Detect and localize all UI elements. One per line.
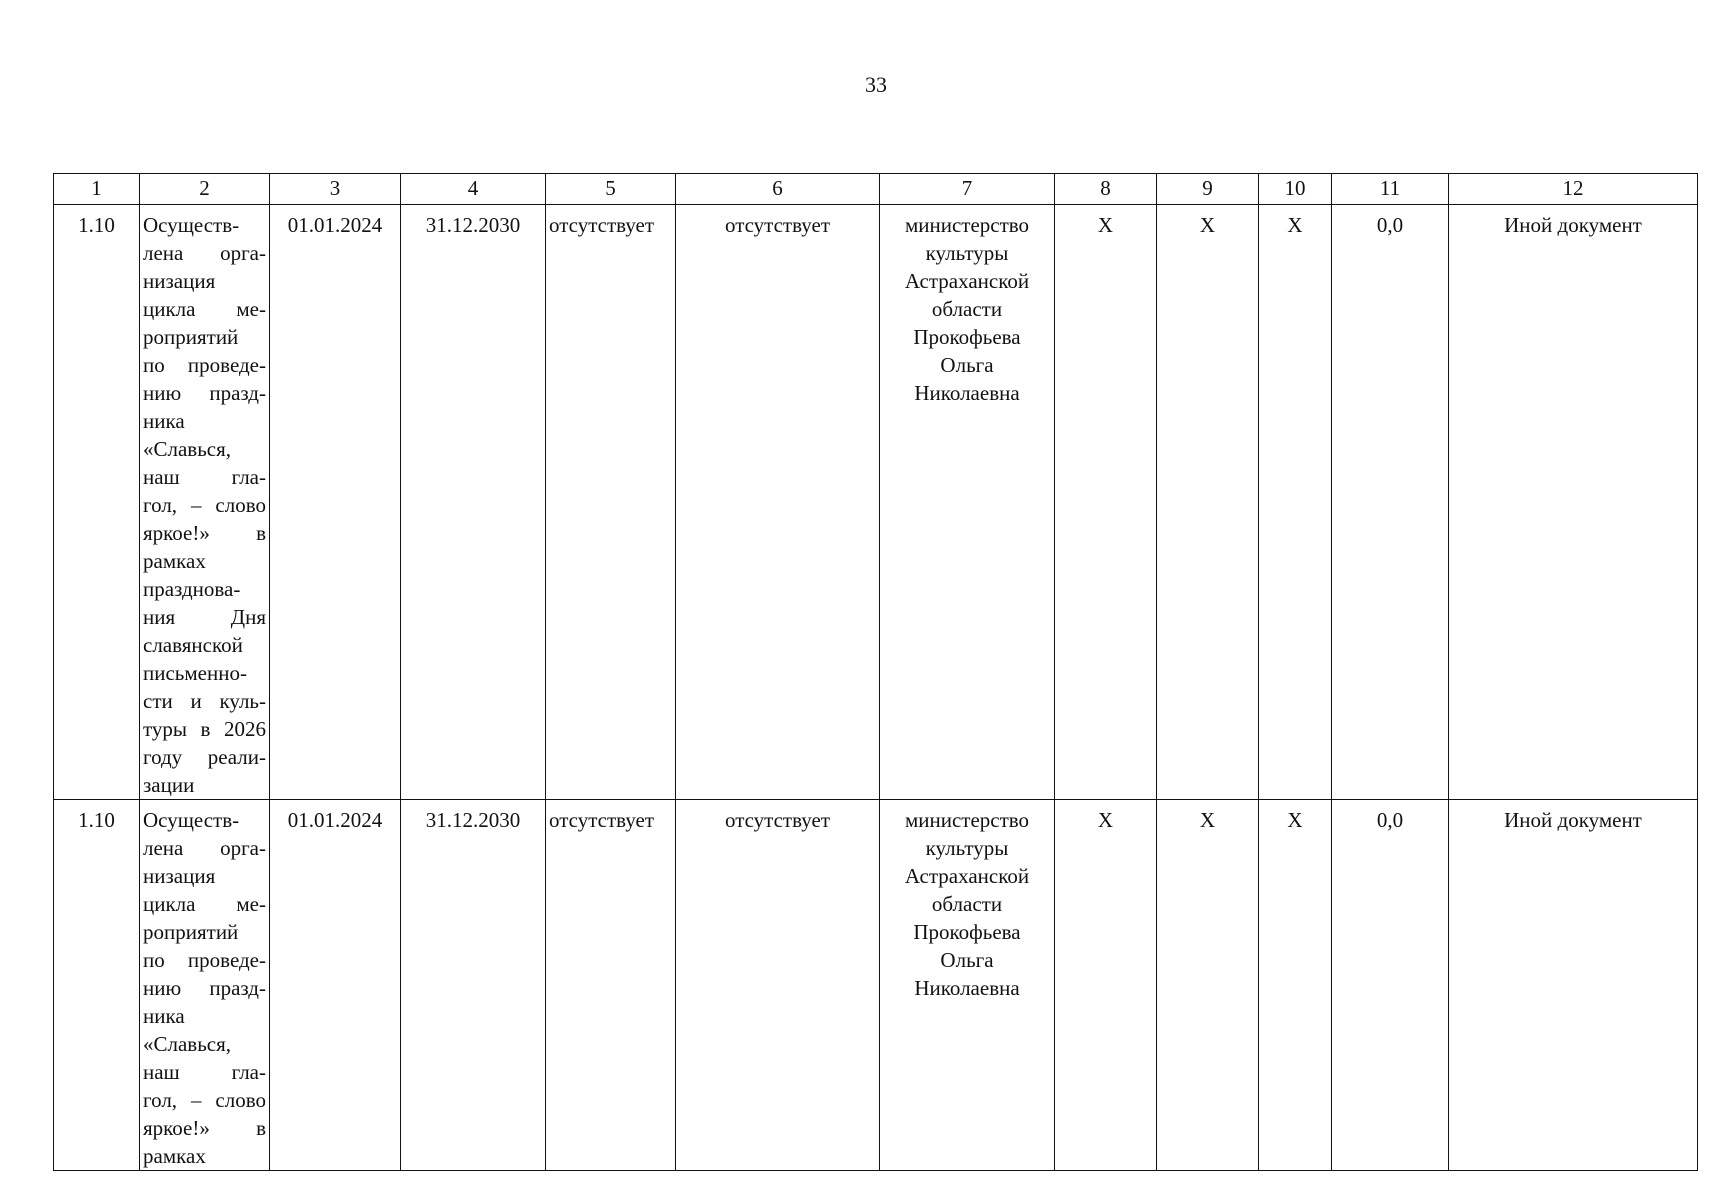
responsible-line: Ольга bbox=[940, 353, 994, 377]
description-line: цикла ме- bbox=[143, 297, 266, 321]
description-line: Осуществ- bbox=[143, 808, 240, 832]
col10-mark: X bbox=[1259, 800, 1332, 1171]
description-line: ника bbox=[143, 409, 185, 433]
description-line: роприятий bbox=[143, 920, 239, 944]
description-line: «Славься, bbox=[143, 1032, 232, 1056]
responsible-line: культуры bbox=[925, 241, 1009, 265]
description-line: низация bbox=[143, 269, 216, 293]
description-line: гол, – слово bbox=[143, 493, 266, 517]
responsible-line: министерство bbox=[904, 213, 1030, 237]
col8-mark: X bbox=[1055, 800, 1157, 1171]
description-line: ния Дня bbox=[143, 605, 266, 629]
responsible-line: области bbox=[931, 892, 1003, 916]
event-description bbox=[140, 800, 270, 1171]
description-line: рамках bbox=[143, 1144, 206, 1168]
col9-mark: X bbox=[1157, 205, 1259, 800]
responsible bbox=[880, 800, 1055, 1171]
col8-mark: X bbox=[1055, 205, 1157, 800]
column-header: 5 bbox=[546, 174, 676, 205]
col6-value: отсутствует bbox=[676, 800, 880, 1171]
col10-mark: X bbox=[1259, 205, 1332, 800]
description-line: ника bbox=[143, 1004, 185, 1028]
description-line: Осуществ- bbox=[143, 213, 240, 237]
column-header: 1 bbox=[54, 174, 140, 205]
description-line: цикла ме- bbox=[143, 892, 266, 916]
description-line: нию празд- bbox=[143, 381, 266, 405]
col9-mark: X bbox=[1157, 800, 1259, 1171]
plan-table bbox=[53, 173, 1698, 1171]
description-line: яркое!» в bbox=[143, 1116, 266, 1140]
responsible bbox=[880, 205, 1055, 800]
description-line: нию празд- bbox=[143, 976, 266, 1000]
col5-value: отсутствует bbox=[546, 800, 676, 1171]
col6-value: отсутствует bbox=[676, 205, 880, 800]
description-line: роприятий bbox=[143, 325, 239, 349]
start-date: 01.01.2024 bbox=[270, 205, 401, 800]
column-header: 4 bbox=[401, 174, 546, 205]
table-header-row bbox=[54, 174, 1698, 205]
end-date: 31.12.2030 bbox=[401, 800, 546, 1171]
responsible-line: Николаевна bbox=[914, 381, 1020, 405]
end-date: 31.12.2030 bbox=[401, 205, 546, 800]
col11-amount: 0,0 bbox=[1332, 800, 1449, 1171]
description-line: году реали- bbox=[143, 745, 266, 769]
table-row bbox=[54, 800, 1698, 1171]
responsible-line: Астраханской bbox=[904, 864, 1030, 888]
description-line: лена орга- bbox=[143, 836, 266, 860]
responsible-line: Прокофьева bbox=[913, 920, 1021, 944]
column-header: 2 bbox=[140, 174, 270, 205]
responsible-line: Николаевна bbox=[914, 976, 1020, 1000]
col12-document: Иной документ bbox=[1449, 800, 1698, 1171]
description-line: «Славься, bbox=[143, 437, 232, 461]
start-date: 01.01.2024 bbox=[270, 800, 401, 1171]
description-line: письменно- bbox=[143, 661, 247, 685]
row-number: 1.10 bbox=[54, 800, 140, 1171]
description-line: низация bbox=[143, 864, 216, 888]
row-number: 1.10 bbox=[54, 205, 140, 800]
description-line: гол, – слово bbox=[143, 1088, 266, 1112]
description-line: лена орга- bbox=[143, 241, 266, 265]
column-header: 8 bbox=[1055, 174, 1157, 205]
description-line: сти и куль- bbox=[143, 689, 266, 713]
col5-value: отсутствует bbox=[546, 205, 676, 800]
responsible-line: области bbox=[931, 297, 1003, 321]
description-line: туры в 2026 bbox=[143, 717, 266, 741]
column-header: 10 bbox=[1259, 174, 1332, 205]
description-line: рамках bbox=[143, 549, 206, 573]
description-line: празднова- bbox=[143, 577, 241, 601]
column-header: 6 bbox=[676, 174, 880, 205]
page-number: 33 bbox=[865, 72, 887, 97]
col11-amount: 0,0 bbox=[1332, 205, 1449, 800]
responsible-line: министерство bbox=[904, 808, 1030, 832]
column-header: 3 bbox=[270, 174, 401, 205]
column-header: 11 bbox=[1332, 174, 1449, 205]
table-row bbox=[54, 205, 1698, 800]
description-line: по проведе- bbox=[143, 353, 266, 377]
responsible-line: Астраханской bbox=[904, 269, 1030, 293]
column-header: 12 bbox=[1449, 174, 1698, 205]
description-line: наш гла- bbox=[143, 1060, 266, 1084]
description-line: славянской bbox=[143, 633, 243, 657]
column-header: 7 bbox=[880, 174, 1055, 205]
responsible-line: Прокофьева bbox=[913, 325, 1021, 349]
description-line: по проведе- bbox=[143, 948, 266, 972]
event-description bbox=[140, 205, 270, 800]
col12-document: Иной документ bbox=[1449, 205, 1698, 800]
description-line: яркое!» в bbox=[143, 521, 266, 545]
responsible-line: культуры bbox=[925, 836, 1009, 860]
responsible-line: Ольга bbox=[940, 948, 994, 972]
description-line: наш гла- bbox=[143, 465, 266, 489]
description-line: зации bbox=[143, 773, 195, 797]
column-header: 9 bbox=[1157, 174, 1259, 205]
